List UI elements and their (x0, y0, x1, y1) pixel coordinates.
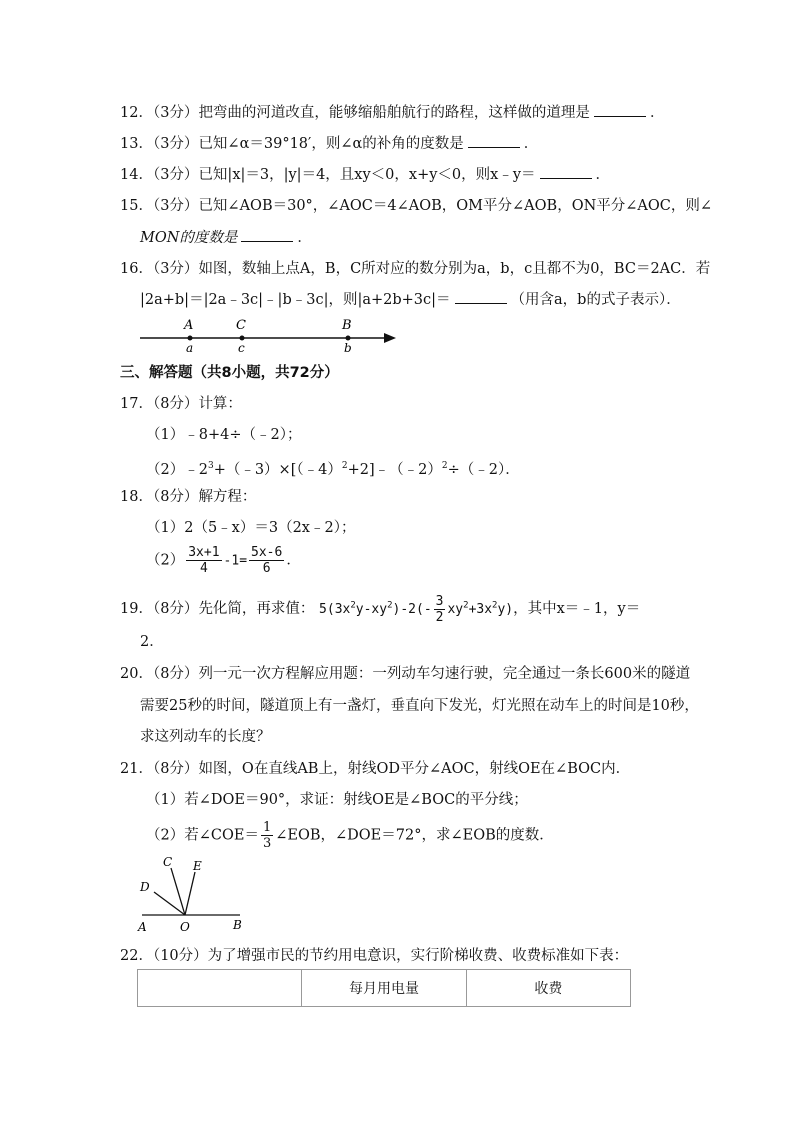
fraction: $\frac{3x+1}{4}$ (188, 545, 220, 576)
question-18-part2: （2） $\frac{3x+1}{4}$ -1= $\frac{5x-6}{6}$ ． (146, 545, 301, 576)
question-20-line3: 求这列动车的长度？ (140, 729, 271, 745)
question-12: 12．（3分）把弯曲的河道改直，能够缩船舶航行的路程，这样做的道理是 ． (120, 105, 665, 121)
point-a-label: A (184, 318, 194, 333)
fraction: $\frac{1}{3}$ (262, 820, 272, 851)
point-a-value: a (186, 341, 194, 355)
question-22: 22．（10分）为了增强市民的节约用电意识，实行阶梯收费、收费标准如下表： (120, 948, 629, 964)
axis-arrow (384, 333, 396, 343)
fee-table (137, 969, 631, 1007)
answer-blank (468, 135, 520, 148)
question-20-line1: 20．（8分）列一元一次方程解应用题：一列动车匀速行驶，完全通过一条长600米的隧道 (120, 666, 691, 682)
label-e: E (193, 859, 202, 873)
ray-oc (171, 868, 185, 915)
point-c-value: c (238, 341, 245, 355)
table-header-cell: 收费 (466, 970, 630, 1007)
ray-oe (185, 872, 195, 915)
question-18: 18．（8分）解方程： (120, 489, 257, 505)
answer-blank (594, 104, 646, 117)
label-c: C (163, 855, 173, 869)
table-header-row (138, 970, 631, 1007)
label-a: A (138, 920, 147, 934)
question-14: 14．（3分）已知|x|＝3，|y|＝4，且xy＜0，x+y＜0，则x﹣y＝ ． (120, 167, 611, 183)
question-20-line2: 需要25秒的时间，隧道顶上有一盏灯，垂直向下发光，灯光照在动车上的时间是10秒， (140, 698, 699, 714)
answer-blank (455, 291, 507, 304)
question-21: 21．（8分）如图，O在直线AB上，射线OD平分∠AOC，射线OE在∠BOC内． (120, 761, 631, 777)
point-b-dot (346, 336, 351, 341)
angle-figure (130, 850, 260, 936)
point-c-dot (240, 336, 245, 341)
point-b-label: B (342, 318, 352, 333)
fraction: $\frac{3}{2}$ (435, 594, 444, 625)
number-line-figure (130, 312, 410, 356)
label-b: B (233, 918, 242, 932)
question-18-part1: （1）2（5﹣x）＝3（2x﹣2）； (146, 520, 356, 536)
label-o: O (180, 920, 190, 934)
answer-blank (540, 166, 592, 179)
question-19: 19．（8分）先化简，再求值： $5(3x^2y-xy^2)-2(-$ $\frac{3}{2}$ $xy^2+3x^2y$)，其中x＝﹣1，y＝ (120, 594, 641, 625)
question-16-line2: |2a+b|＝|2a﹣3c|﹣|b﹣3c|，则|a+2b+3c|＝ （用含a，b的式子表示）． (140, 292, 681, 308)
table-header-cell: 每月用电量 (302, 970, 466, 1007)
answer-blank (241, 229, 293, 242)
question-19-line2: 2． (140, 634, 164, 650)
point-b-value: b (344, 341, 352, 355)
question-17-part2: $(2)﹣2^3+(﹣3)\times[(﹣4)^2+2]﹣(﹣2)^2\div(﹣2)$． (146, 461, 520, 478)
question-16-line1: 16．（3分）如图，数轴上点A，B，C所对应的数分别为a，b，c且都不为0，BC＝2AC．若 (120, 261, 711, 277)
table-header-cell (138, 970, 302, 1007)
question-21-part1: （1）若∠DOE＝90°，求证：射线OE是∠BOC的平分线； (146, 792, 528, 808)
expression: $5(3x^2y-xy^2)-2(-$ $\frac{3}{2}$ $xy^2+3x^2y$) (319, 594, 514, 625)
question-17: 17．（8分）计算： (120, 396, 242, 412)
label-d: D (140, 880, 150, 894)
question-21-part2: （2）若∠COE＝ $\frac{1}{3}$ ∠EOB，∠DOE＝72°，求∠EOB的度数． (146, 820, 554, 851)
point-a-dot (188, 336, 193, 341)
question-15-line2: MON的度数是 ． (140, 230, 312, 246)
point-c-label: C (236, 318, 246, 333)
fraction: $\frac{5x-6}{6}$ (251, 545, 283, 576)
ray-od (154, 892, 185, 915)
question-13: 13．（3分）已知∠α＝39°18′，则∠α的补角的度数是 ． (120, 136, 539, 152)
question-15-line1: 15．（3分）已知∠AOB＝30°，∠AOC＝4∠AOB，OM平分∠AOB，ON平分∠AOC，则∠ (120, 198, 713, 214)
question-17-part1: （1）﹣8+4÷（﹣2）； (146, 427, 302, 443)
section-heading: 三、解答题（共8小题，共72分） (120, 365, 339, 381)
